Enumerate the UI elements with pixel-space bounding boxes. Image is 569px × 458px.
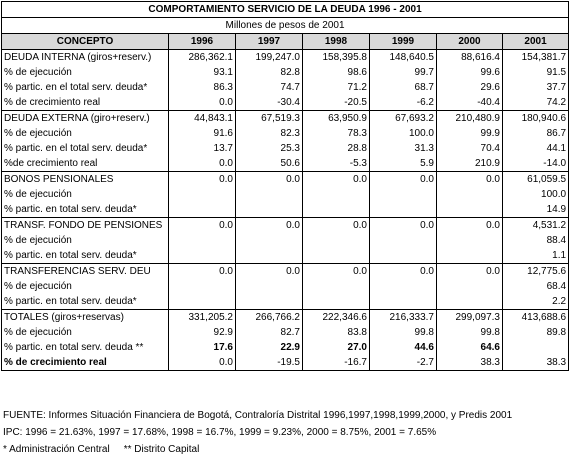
value-cell: 92.9 [169,325,236,340]
header-concepto: CONCEPTO [2,34,169,50]
row-label: BONOS PENSIONALES [2,172,169,188]
row-label: % partic. en el total serv. deuda* [2,80,169,95]
value-cell: -6.2 [370,95,437,111]
table-row [2,310,569,326]
header-2001: 2001 [503,34,569,50]
value-cell: -14.0 [503,156,569,172]
footnote-central: * Administración Central [3,444,110,455]
row-label: % de crecimiento real [2,355,169,371]
value-cell [236,279,303,294]
value-cell [169,294,236,310]
value-cell: -16.7 [303,355,370,371]
value-cell [169,187,236,202]
value-cell [236,202,303,218]
value-cell: 22.9 [236,340,303,355]
value-cell: 1.1 [503,248,569,264]
row-label: % partic. en total serv. deuda* [2,294,169,310]
table-row [2,248,569,264]
value-cell: 0.0 [370,172,437,188]
row-label: % de ejecución [2,325,169,340]
header-1999: 1999 [370,34,437,50]
value-cell: 331,205.2 [169,310,236,326]
value-cell: 68.4 [503,279,569,294]
value-cell [303,233,370,248]
footnote-distrito: ** Distrito Capital [123,444,200,455]
value-cell: 44.1 [503,141,569,156]
table-row [2,111,569,127]
value-cell: 299,097.3 [437,310,503,326]
value-cell: 12,775.6 [503,264,569,280]
value-cell: 78.3 [303,126,370,141]
value-cell: 99.9 [437,126,503,141]
value-cell: 86.7 [503,126,569,141]
value-cell: 0.0 [437,172,503,188]
value-cell: 13.7 [169,141,236,156]
value-cell: 25.3 [236,141,303,156]
table-row [2,325,569,340]
row-label: % partic. en total serv. deuda* [2,248,169,264]
value-cell: 91.6 [169,126,236,141]
value-cell: 0.0 [169,355,236,371]
value-cell: 83.8 [303,325,370,340]
value-cell: 37.7 [503,80,569,95]
table-subtitle: Millones de pesos de 2001 [2,18,569,34]
value-cell: 61,059.5 [503,172,569,188]
value-cell: -20.5 [303,95,370,111]
value-cell [169,248,236,264]
row-label: % partic. en total serv. deuda* [2,202,169,218]
value-cell [236,248,303,264]
value-cell: 50.6 [236,156,303,172]
value-cell: 0.0 [169,95,236,111]
value-cell: 67,693.2 [370,111,437,127]
row-label: % partic. en el total serv. deuda* [2,141,169,156]
row-label: % de ejecución [2,279,169,294]
value-cell: 99.7 [370,65,437,80]
table-row [2,340,569,355]
value-cell: 0.0 [236,218,303,234]
value-cell [169,233,236,248]
value-cell: 27.0 [303,340,370,355]
value-cell: 2.2 [503,294,569,310]
value-cell: 82.8 [236,65,303,80]
table-row [2,65,569,80]
header-row [2,34,569,50]
value-cell: -2.7 [370,355,437,371]
value-cell: 68.7 [370,80,437,95]
value-cell [303,202,370,218]
value-cell [437,187,503,202]
value-cell [303,294,370,310]
value-cell: 100.0 [370,126,437,141]
table-row [2,218,569,234]
value-cell: 14.9 [503,202,569,218]
debt-service-table [1,1,569,371]
value-cell: 413,688.6 [503,310,569,326]
value-cell: 222,346.6 [303,310,370,326]
table-row [2,187,569,202]
value-cell [370,233,437,248]
value-cell: 210,480.9 [437,111,503,127]
value-cell: 74.2 [503,95,569,111]
value-cell: 88,616.4 [437,50,503,66]
value-cell [236,233,303,248]
value-cell: 82.3 [236,126,303,141]
table-title: COMPORTAMIENTO SERVICIO DE LA DEUDA 1996 - 2001 [2,2,569,18]
value-cell: 210.9 [437,156,503,172]
value-cell: 44,843.1 [169,111,236,127]
row-label: % de ejecución [2,126,169,141]
value-cell: 38.3 [437,355,503,371]
value-cell: 0.0 [236,264,303,280]
row-label: DEUDA EXTERNA (giro+reserv.) [2,111,169,127]
table-row [2,355,569,371]
value-cell: 5.9 [370,156,437,172]
value-cell: -5.3 [303,156,370,172]
table-row [2,50,569,66]
row-label: % de crecimiento real [2,95,169,111]
value-cell: 63,950.9 [303,111,370,127]
table-row [2,156,569,172]
row-label: TOTALES (giros+reservas) [2,310,169,326]
table-row [2,172,569,188]
value-cell: 0.0 [169,156,236,172]
table-row [2,233,569,248]
value-cell [303,279,370,294]
value-cell: 71.2 [303,80,370,95]
value-cell: 0.0 [437,218,503,234]
value-cell: 0.0 [169,172,236,188]
value-cell: 0.0 [169,218,236,234]
value-cell [437,294,503,310]
value-cell: 0.0 [303,172,370,188]
value-cell: 266,766.2 [236,310,303,326]
value-cell: 0.0 [370,264,437,280]
value-cell: 98.6 [303,65,370,80]
value-cell [169,279,236,294]
value-cell: 180,940.6 [503,111,569,127]
value-cell [169,202,236,218]
value-cell: 31.3 [370,141,437,156]
value-cell: 91.5 [503,65,569,80]
value-cell [303,248,370,264]
row-label: % de ejecución [2,65,169,80]
value-cell: 44.6 [370,340,437,355]
value-cell: 100.0 [503,187,569,202]
value-cell: 64.6 [437,340,503,355]
notes [3,407,512,458]
value-cell [503,340,569,355]
value-cell [437,202,503,218]
table-row [2,95,569,111]
value-cell: 82.7 [236,325,303,340]
row-label: TRANSF. FONDO DE PENSIONES [2,218,169,234]
value-cell: 0.0 [303,218,370,234]
value-cell [303,187,370,202]
value-cell: 67,519.3 [236,111,303,127]
value-cell: 286,362.1 [169,50,236,66]
value-cell: 199,247.0 [236,50,303,66]
value-cell: 99.8 [370,325,437,340]
value-cell [370,248,437,264]
table-row [2,141,569,156]
row-label: TRANSFERENCIAS SERV. DEU [2,264,169,280]
header-2000: 2000 [437,34,503,50]
value-cell: -30.4 [236,95,303,111]
table-row [2,126,569,141]
value-cell: 4,531.2 [503,218,569,234]
value-cell: 154,381.7 [503,50,569,66]
value-cell: 74.7 [236,80,303,95]
source-note: FUENTE: Informes Situación Financiera de Bogotá, Contraloría Distrital 1996,1997,1998,1999,2000, y Predis 2001 [3,410,513,421]
value-cell [370,202,437,218]
row-label: % partic. en total serv. deuda ** [2,340,169,355]
value-cell [437,248,503,264]
value-cell [437,233,503,248]
value-cell [370,279,437,294]
value-cell [370,294,437,310]
value-cell [437,279,503,294]
value-cell: 99.6 [437,65,503,80]
value-cell [370,187,437,202]
value-cell: 0.0 [370,218,437,234]
table-row [2,202,569,218]
value-cell [236,187,303,202]
value-cell [236,294,303,310]
header-1997: 1997 [236,34,303,50]
table-row [2,279,569,294]
header-1998: 1998 [303,34,370,50]
value-cell: -40.4 [437,95,503,111]
value-cell: 99.8 [437,325,503,340]
value-cell: -19.5 [236,355,303,371]
value-cell: 89.8 [503,325,569,340]
value-cell: 70.4 [437,141,503,156]
value-cell: 216,333.7 [370,310,437,326]
value-cell: 86.3 [169,80,236,95]
value-cell: 88.4 [503,233,569,248]
ipc-note: IPC: 1996 = 21.63%, 1997 = 17.68%, 1998 = 16.7%, 1999 = 9.23%, 2000 = 8.75%, 2001 = 7.65% [3,427,437,438]
row-label: % de ejecución [2,233,169,248]
value-cell: 38.3 [503,355,569,371]
header-1996: 1996 [169,34,236,50]
value-cell: 0.0 [303,264,370,280]
value-cell: 93.1 [169,65,236,80]
table-row [2,80,569,95]
value-cell: 0.0 [236,172,303,188]
row-label: %de crecimiento real [2,156,169,172]
value-cell: 0.0 [169,264,236,280]
value-cell: 17.6 [169,340,236,355]
value-cell: 148,640.5 [370,50,437,66]
row-label: % de ejecución [2,187,169,202]
footnotes [3,441,512,458]
value-cell: 28.8 [303,141,370,156]
value-cell: 29.6 [437,80,503,95]
value-cell: 0.0 [437,264,503,280]
table-row [2,264,569,280]
value-cell: 158,395.8 [303,50,370,66]
table-row [2,294,569,310]
row-label: DEUDA INTERNA (giros+reserv.) [2,50,169,66]
